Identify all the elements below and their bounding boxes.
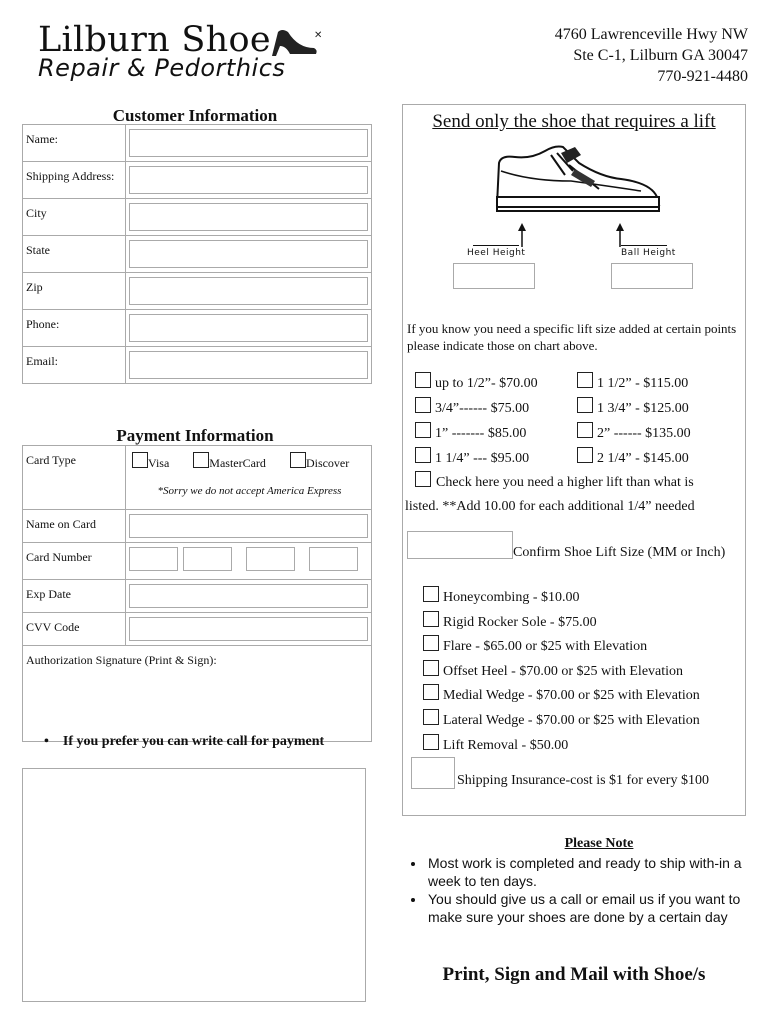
lift-size-option[interactable]: 1 3/4” - $125.00 bbox=[577, 396, 691, 421]
lift-size-option[interactable]: 1” ------- $85.00 bbox=[415, 421, 538, 446]
customer-row bbox=[23, 273, 372, 310]
checkbox[interactable] bbox=[415, 447, 431, 463]
shipping-insurance-label: Shipping Insurance-cost is $1 for every $100 bbox=[457, 773, 709, 788]
customer-field-input[interactable] bbox=[129, 203, 368, 231]
customer-field-input[interactable] bbox=[129, 277, 368, 305]
checkbox[interactable] bbox=[423, 709, 439, 725]
customer-field-label: City bbox=[23, 199, 126, 236]
card-number-field-4[interactable] bbox=[309, 547, 358, 571]
visa-option[interactable]: Visa bbox=[132, 456, 169, 470]
service-option[interactable]: Offset Heel - $70.00 or $25 with Elevation bbox=[423, 660, 700, 685]
notes-list bbox=[402, 854, 746, 926]
card-type-label: Card Type bbox=[23, 446, 126, 510]
lift-size-option[interactable]: 3/4”------ $75.00 bbox=[415, 396, 538, 421]
checkbox[interactable] bbox=[423, 684, 439, 700]
checkbox[interactable] bbox=[415, 397, 431, 413]
lift-size-option[interactable]: 1 1/4” --- $95.00 bbox=[415, 446, 538, 471]
checkbox[interactable] bbox=[577, 372, 593, 388]
sneaker-icon bbox=[491, 141, 663, 226]
checkbox[interactable] bbox=[423, 660, 439, 676]
card-type-cell bbox=[126, 446, 372, 510]
customer-row bbox=[23, 310, 372, 347]
signature-label: Authorization Signature (Print & Sign): bbox=[26, 653, 217, 667]
lift-size-option[interactable]: 2 1/4” - $145.00 bbox=[577, 446, 691, 471]
service-option[interactable]: Honeycombing - $10.00 bbox=[423, 586, 700, 611]
call-payment-note: • If you prefer you can write call for payment bbox=[44, 734, 325, 749]
checkbox[interactable] bbox=[415, 422, 431, 438]
customer-field-input[interactable] bbox=[129, 166, 368, 194]
checkbox[interactable] bbox=[577, 447, 593, 463]
exp-date-label: Exp Date bbox=[23, 580, 126, 613]
visa-checkbox[interactable] bbox=[132, 452, 148, 468]
business-address bbox=[555, 24, 748, 87]
customer-field-input[interactable] bbox=[129, 129, 368, 157]
customer-row bbox=[23, 162, 372, 199]
customer-field-label: State bbox=[23, 236, 126, 273]
customer-field-label: Name: bbox=[23, 125, 126, 162]
lift-size-option[interactable]: 1 1/2” - $115.00 bbox=[577, 371, 691, 396]
logo-line1: Lilburn Shoe bbox=[38, 20, 271, 60]
heel-height-label: Heel Height bbox=[467, 248, 526, 258]
customer-field-label: Zip bbox=[23, 273, 126, 310]
customer-row bbox=[23, 236, 372, 273]
service-option[interactable]: Lateral Wedge - $70.00 or $25 with Elevation bbox=[423, 709, 700, 734]
customer-info-form bbox=[22, 124, 372, 384]
svg-text:✕: ✕ bbox=[314, 30, 322, 41]
card-number-field-1[interactable] bbox=[129, 547, 178, 571]
bullet-icon: • bbox=[44, 734, 49, 749]
heel-height-field[interactable] bbox=[453, 263, 535, 289]
address-line2: Ste C-1, Lilburn GA 30047 bbox=[573, 47, 748, 64]
note-item: • Most work is completed and ready to ship with-in a week to ten days. bbox=[426, 854, 746, 890]
phone-number: 770-921-4480 bbox=[657, 68, 748, 85]
checkbox[interactable] bbox=[577, 397, 593, 413]
exp-date-field[interactable] bbox=[129, 584, 368, 608]
ball-height-field[interactable] bbox=[611, 263, 693, 289]
name-on-card-label: Name on Card bbox=[23, 510, 126, 543]
checkbox[interactable] bbox=[423, 635, 439, 651]
confirm-size-field[interactable] bbox=[407, 531, 513, 559]
notes-box[interactable] bbox=[22, 768, 366, 1002]
customer-field-input[interactable] bbox=[129, 240, 368, 268]
size-options-left bbox=[415, 371, 538, 471]
lift-panel bbox=[402, 104, 746, 816]
customer-field-input[interactable] bbox=[129, 314, 368, 342]
address-line1: 4760 Lawrenceville Hwy NW bbox=[554, 26, 748, 43]
higher-lift-note: listed. **Add 10.00 for each additional 1/4” needed bbox=[405, 499, 695, 514]
size-options-right bbox=[577, 371, 691, 471]
customer-field-input[interactable] bbox=[129, 351, 368, 379]
lift-instructions: If you know you need a specific lift size added at certain points please indicate those on chart above. bbox=[407, 321, 737, 353]
cvv-field[interactable] bbox=[129, 617, 368, 641]
service-option[interactable]: Lift Removal - $50.00 bbox=[423, 734, 700, 759]
checkbox[interactable] bbox=[415, 372, 431, 388]
extra-options bbox=[423, 586, 700, 758]
name-on-card-field[interactable] bbox=[129, 514, 368, 538]
service-option[interactable]: Rigid Rocker Sole - $75.00 bbox=[423, 611, 700, 636]
signature-area[interactable] bbox=[23, 646, 372, 742]
card-number-field-2[interactable] bbox=[183, 547, 232, 571]
ball-height-label: Ball Height bbox=[621, 248, 676, 258]
payment-info-form bbox=[22, 445, 372, 742]
card-number-field-3[interactable] bbox=[246, 547, 295, 571]
logo-line2: Repair & Pedorthics bbox=[38, 54, 286, 82]
customer-row bbox=[23, 199, 372, 236]
mastercard-option[interactable]: MasterCard bbox=[193, 456, 266, 470]
customer-field-label: Phone: bbox=[23, 310, 126, 347]
higher-lift-option[interactable]: Check here you need a higher lift than what is bbox=[415, 471, 694, 491]
discover-option[interactable]: Discover bbox=[290, 456, 349, 470]
amex-note: *Sorry we do not accept America Express bbox=[157, 485, 342, 497]
cvv-label: CVV Code bbox=[23, 613, 126, 646]
checkbox[interactable] bbox=[423, 734, 439, 750]
lift-size-option[interactable]: up to 1/2”- $70.00 bbox=[415, 371, 538, 396]
card-number-label: Card Number bbox=[23, 543, 126, 580]
higher-lift-checkbox[interactable] bbox=[415, 471, 431, 487]
checkbox[interactable] bbox=[423, 586, 439, 602]
customer-field-label: Email: bbox=[23, 347, 126, 384]
please-note-title: Please Note bbox=[564, 836, 634, 851]
checkbox[interactable] bbox=[423, 611, 439, 627]
customer-info-title: Customer Information bbox=[112, 106, 278, 125]
checkbox[interactable] bbox=[577, 422, 593, 438]
service-option[interactable]: Flare - $65.00 or $25 with Elevation bbox=[423, 635, 700, 660]
mastercard-checkbox[interactable] bbox=[193, 452, 209, 468]
customer-row bbox=[23, 347, 372, 384]
lift-title: Send only the shoe that requires a lift bbox=[432, 111, 716, 132]
footer-instruction: Print, Sign and Mail with Shoe/s bbox=[442, 964, 706, 985]
customer-row bbox=[23, 125, 372, 162]
customer-field-label: Shipping Address: bbox=[23, 162, 126, 199]
discover-checkbox[interactable] bbox=[290, 452, 306, 468]
note-item: • You should give us a call or email us if you want to make sure your shoes are done by a certain day bbox=[426, 890, 746, 926]
payment-info-title: Payment Information bbox=[116, 426, 274, 445]
lift-size-option[interactable]: 2” ------ $135.00 bbox=[577, 421, 691, 446]
confirm-size-label: Confirm Shoe Lift Size (MM or Inch) bbox=[513, 545, 726, 560]
shipping-insurance-field[interactable] bbox=[411, 757, 455, 789]
service-option[interactable]: Medial Wedge - $70.00 or $25 with Elevation bbox=[423, 684, 700, 709]
